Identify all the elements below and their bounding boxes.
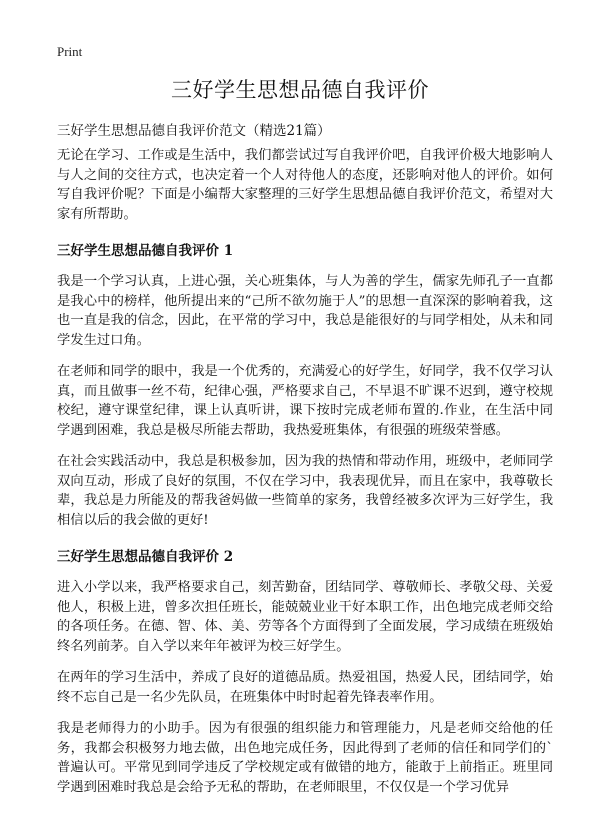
document-body bbox=[57, 146, 553, 809]
section-1-paragraph-2: 在老师和同学的眼中，我是一个优秀的，充满爱心的好学生，好同学，我不仅学习认真，而且做事一丝不苟，纪律心强，严格要求自己，不早退不旷课不迟到，遵守校规校纪，遵守课堂纪律，课上认真听讲，课下按时完成老师布置的.作业，在生活中同学遇到困难，我总是极尽所能去帮助，我热爱班集体，有很强的班级荣誉感。 bbox=[57, 364, 553, 438]
section-1-paragraph-1: 我是一个学习认真，上进心强，关心班集体，与人为善的学生，儒家先师孔子一直都是我心中的榜样，他所提出来的“己所不欲勿施于人”的思想一直深深的影响着我，这也一直是我的信念，因此，在平常的学习中，我总是能很好的与同学相处，从未和同学发生过口角。 bbox=[57, 274, 553, 348]
print-link[interactable]: Print bbox=[57, 44, 83, 59]
section-2-paragraph-3: 我是老师得力的小助手。因为有很强的组织能力和管理能力，凡是老师交给他的任务，我都会积极努力地去做，出色地完成任务，因此得到了老师的信任和同学们的`普遍认可。平常见到同学违反了学校规定或有做错的地方，能敢于上前指正。班里同学遇到困难时我总是会给予无私的帮助，在老师眼里，不仅仅是一个学习优异 bbox=[57, 721, 553, 795]
section-1-paragraph-3: 在社会实践活动中，我总是积极参加，因为我的热情和带动作用，班级中，老师同学双向互动，形成了良好的氛围，不仅在学习中，我表现优异，而且在家中，我尊敬长辈，我总是力所能及的帮我爸妈做一些简单的家务，我曾经被多次评为三好学生，我相信以后的我会做的更好! bbox=[57, 454, 553, 528]
section-2-paragraph-1: 进入小学以来，我严格要求自己，刻苦勤奋，团结同学、尊敬师长、孝敬父母、关爱他人，积极上进，曾多次担任班长，能兢兢业业干好本职工作，出色地完成老师交给的各项任务。在德、智、体、美、劳等各个方面得到了全面发展，学习成绩在班级始终名列前茅。自入学以来年年被评为校三好学生。 bbox=[57, 580, 553, 654]
page-subtitle: 三好学生思想品德自我评价范文（精选21篇） bbox=[57, 123, 331, 139]
section-2-paragraph-2: 在两年的学习生活中，养成了良好的道德品质。热爱祖国，热爱人民，团结同学，始终不忘自己是一名少先队员，在班集体中时时起着先锋表率作用。 bbox=[57, 670, 553, 705]
page-title: 三好学生思想品德自我评价 bbox=[171, 78, 429, 102]
section-heading-1: 三好学生思想品德自我评价 1 bbox=[57, 243, 234, 259]
intro-paragraph: 无论在学习、工作或是生活中，我们都尝试过写自我评价吧，自我评价极大地影响人与人之间的交往方式，也决定着一个人对待他人的态度，还影响对他人的评价。如何写自我评价呢？下面是小编帮大家整理的三好学生思想品德自我评价范文，希望对大家有所帮助。 bbox=[57, 148, 553, 222]
section-heading-2: 三好学生思想品德自我评价 2 bbox=[57, 549, 234, 565]
